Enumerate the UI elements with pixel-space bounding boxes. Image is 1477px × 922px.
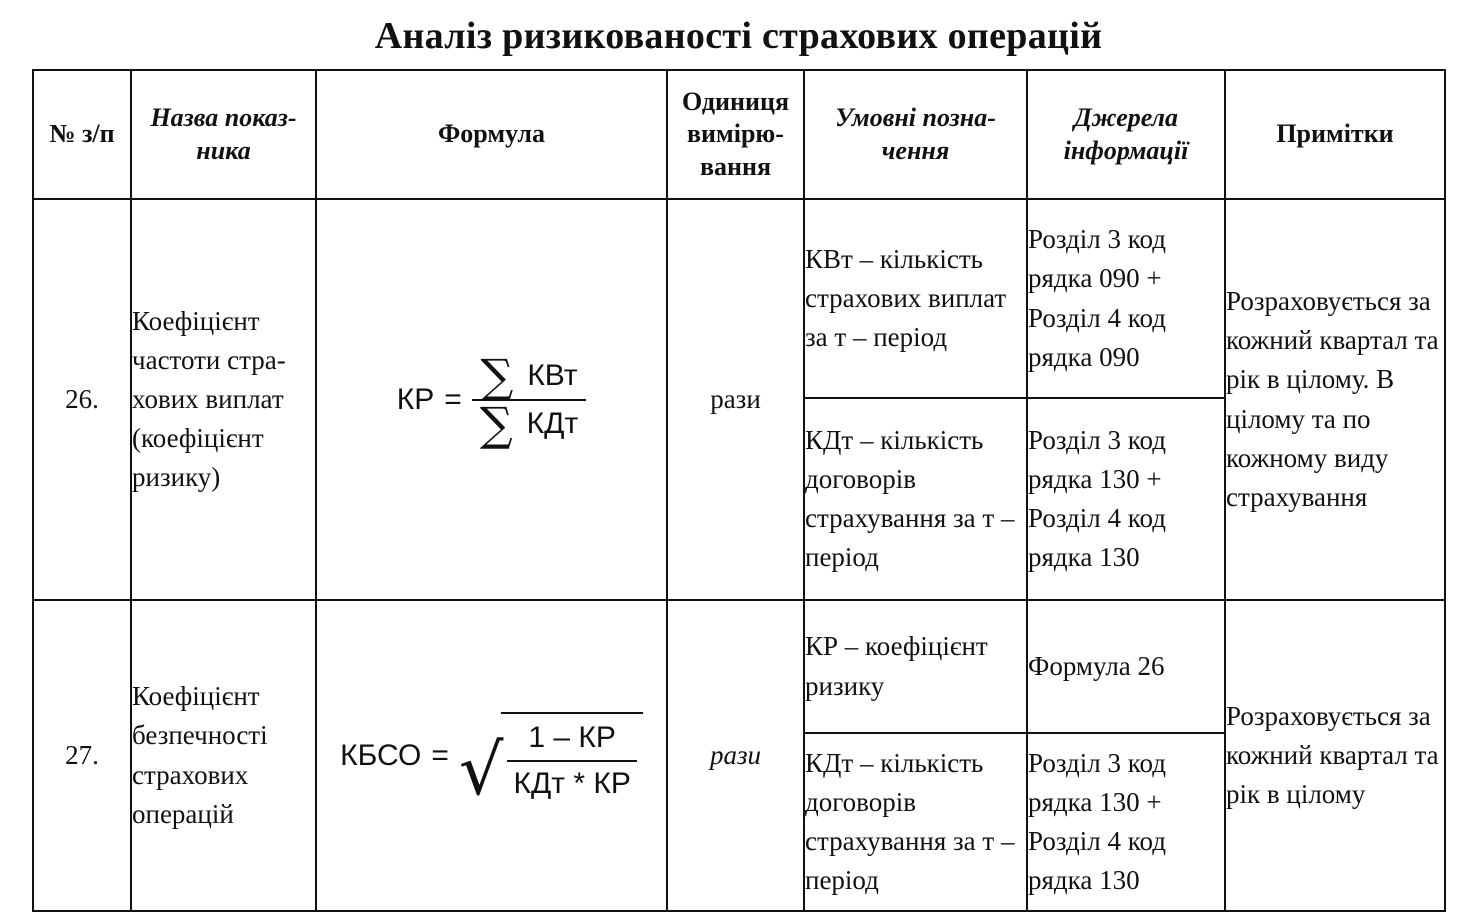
- indicator-name: Коефіцієнт частоти стра-хових виплат (коефіцієнт ризику): [131, 199, 316, 600]
- row-number: 26.: [33, 199, 131, 600]
- radicand: [501, 712, 642, 805]
- formula-fraction: [472, 348, 586, 451]
- formula-numerator: КВт: [527, 358, 578, 392]
- designation-cell: КДт – кількість договорів страхування за т – період: [804, 398, 1027, 600]
- source-cell: Розділ 3 код рядка 090 + Розділ 4 код рядка 090: [1027, 199, 1225, 398]
- risk-analysis-table: [32, 69, 1446, 912]
- table-row: [33, 199, 1445, 398]
- notes-cell: Розраховується за кожний квартал та рік в цілому. В цілому та по кожному виду страхування: [1225, 199, 1445, 600]
- source-cell: Розділ 3 код рядка 130 + Розділ 4 код рядка 130: [1027, 398, 1225, 600]
- header-notes: Примітки: [1225, 70, 1445, 199]
- formula-kr: [396, 348, 586, 451]
- designation-cell: КДт – кількість договорів страхування за т – період: [804, 733, 1027, 911]
- radical-sign: √: [458, 729, 504, 811]
- header-designations: Умовні позна-чення: [804, 70, 1027, 199]
- header-row: [33, 70, 1445, 199]
- formula-numerator: 1 – КР: [528, 721, 616, 754]
- unit-cell: рази: [667, 600, 804, 911]
- formula-denominator: КДт * КР: [513, 766, 631, 800]
- formula-denominator: КДт: [526, 406, 579, 440]
- indicator-name: Коефіцієнт безпечності страхових операцій: [131, 600, 316, 911]
- formula-equals: =: [431, 738, 449, 772]
- header-num: № з/п: [33, 70, 131, 199]
- notes-cell: Розраховується за кожний квартал та рік в цілому: [1225, 600, 1445, 911]
- formula-lhs: КБСО: [340, 738, 422, 772]
- formula-equals: =: [444, 382, 462, 416]
- row-number: 27.: [33, 600, 131, 911]
- header-name: Назва показ-ника: [131, 70, 316, 199]
- source-cell: Формула 26: [1027, 600, 1225, 733]
- sum-symbol: ∑: [480, 348, 514, 403]
- header-unit: Одиниця вимірю-вання: [667, 70, 804, 199]
- formula-lhs: КР: [396, 382, 435, 416]
- formula-cell: [316, 600, 667, 911]
- formula-fraction: [507, 716, 636, 805]
- formula-cell: [316, 199, 667, 600]
- designation-cell: КР – коефіцієнт ризику: [804, 600, 1027, 733]
- header-formula: Формула: [316, 70, 667, 199]
- formula-kbso: [340, 706, 643, 811]
- page-title: Аналіз ризикованості страхових операцій: [374, 15, 1103, 57]
- source-cell: Розділ 3 код рядка 130 + Розділ 4 код рядка 130: [1027, 733, 1225, 911]
- square-root: [458, 706, 643, 811]
- unit-cell: рази: [667, 199, 804, 600]
- designation-cell: КВт – кількість страхових виплат за т – період: [804, 199, 1027, 398]
- header-sources: Джерела інформації: [1027, 70, 1225, 199]
- table-row: [33, 600, 1445, 733]
- sum-symbol: ∑: [479, 396, 513, 451]
